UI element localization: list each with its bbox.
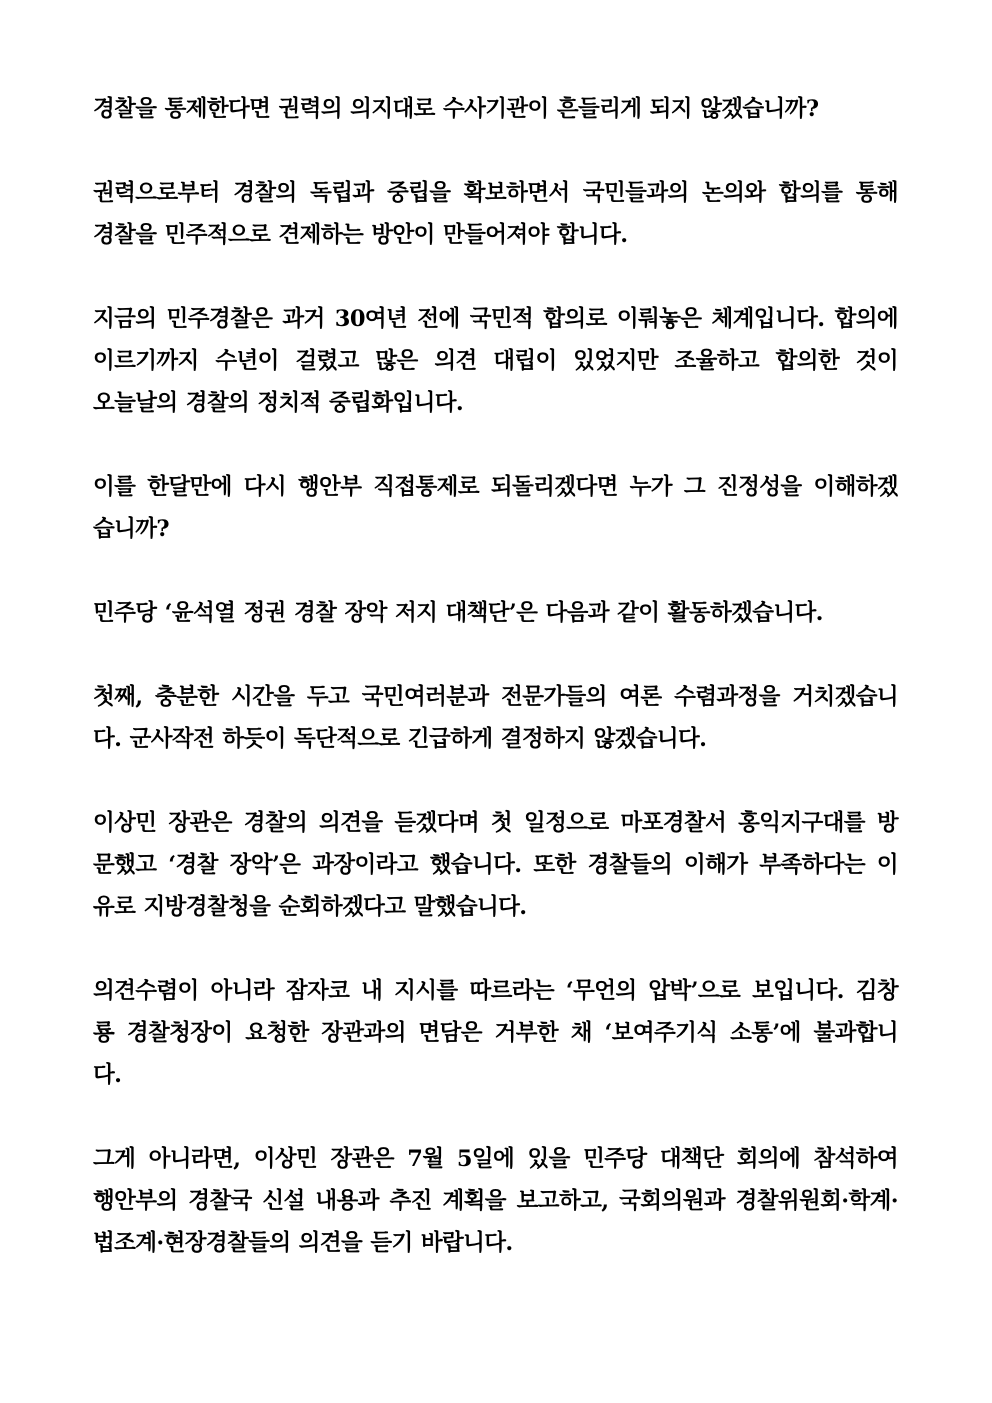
text-line: 경찰을 통제한다면 권력의 의지대로 수사기관이 흔들리게 되지 않겠습니까? xyxy=(93,96,819,122)
text-line: 행안부의 경찰국 신설 내용과 추진 계획을 보고하고, 국회의원과 경찰위원회·학계· xyxy=(93,1188,898,1214)
paragraph-4 xyxy=(93,466,898,550)
text-line: 이상민 장관은 경찰의 의견을 듣겠다며 첫 일정으로 마포경찰서 홍익지구대를 방 xyxy=(93,810,898,836)
paragraph-8 xyxy=(93,970,898,1096)
text-line: 이르기까지 수년이 걸렸고 많은 의견 대립이 있었지만 조율하고 합의한 것이 xyxy=(93,348,898,374)
text-line: 경찰을 민주적으로 견제하는 방안이 만들어져야 합니다. xyxy=(93,222,628,248)
text-line: 첫째, 충분한 시간을 두고 국민여러분과 전문가들의 여론 수렴과정을 거치겠습니 xyxy=(93,684,898,710)
paragraph-9 xyxy=(93,1138,898,1264)
text-line: 의견수렴이 아니라 잠자코 내 지시를 따르라는 ‘무언의 압박’으로 보입니다. 김창 xyxy=(93,978,898,1004)
text-line: 법조계·현장경찰들의 의견을 듣기 바랍니다. xyxy=(93,1230,513,1256)
text-line: 권력으로부터 경찰의 독립과 중립을 확보하면서 국민들과의 논의와 합의를 통해 xyxy=(93,180,898,206)
text-line: 그게 아니라면, 이상민 장관은 7월 5일에 있을 민주당 대책단 회의에 참석하여 xyxy=(93,1146,898,1172)
paragraph-7 xyxy=(93,802,898,928)
document-body xyxy=(93,88,898,1306)
text-line: 이를 한달만에 다시 행안부 직접통제로 되돌리겠다면 누가 그 진정성을 이해하겠 xyxy=(93,474,898,500)
text-line: 습니까? xyxy=(93,516,169,542)
text-line: 민주당 ‘윤석열 정권 경찰 장악 저지 대책단’은 다음과 같이 활동하겠습니다. xyxy=(93,600,823,626)
text-line: 룡 경찰청장이 요청한 장관과의 면담은 거부한 채 ‘보여주기식 소통’에 불과합니 xyxy=(93,1020,898,1046)
text-line: 오늘날의 경찰의 정치적 중립화입니다. xyxy=(93,390,464,416)
paragraph-3 xyxy=(93,298,898,424)
paragraph-1 xyxy=(93,88,898,130)
paragraph-6 xyxy=(93,676,898,760)
text-line: 지금의 민주경찰은 과거 30여년 전에 국민적 합의로 이뤄놓은 체계입니다. 합의에 xyxy=(93,306,898,332)
paragraph-2 xyxy=(93,172,898,256)
text-line: 문했고 ‘경찰 장악’은 과장이라고 했습니다. 또한 경찰들의 이해가 부족하다는 이 xyxy=(93,852,898,878)
text-line: 유로 지방경찰청을 순회하겠다고 말했습니다. xyxy=(93,894,527,920)
paragraph-5 xyxy=(93,592,898,634)
text-line: 다. xyxy=(93,1062,122,1088)
text-line: 다. 군사작전 하듯이 독단적으로 긴급하게 결정하지 않겠습니다. xyxy=(93,726,707,752)
